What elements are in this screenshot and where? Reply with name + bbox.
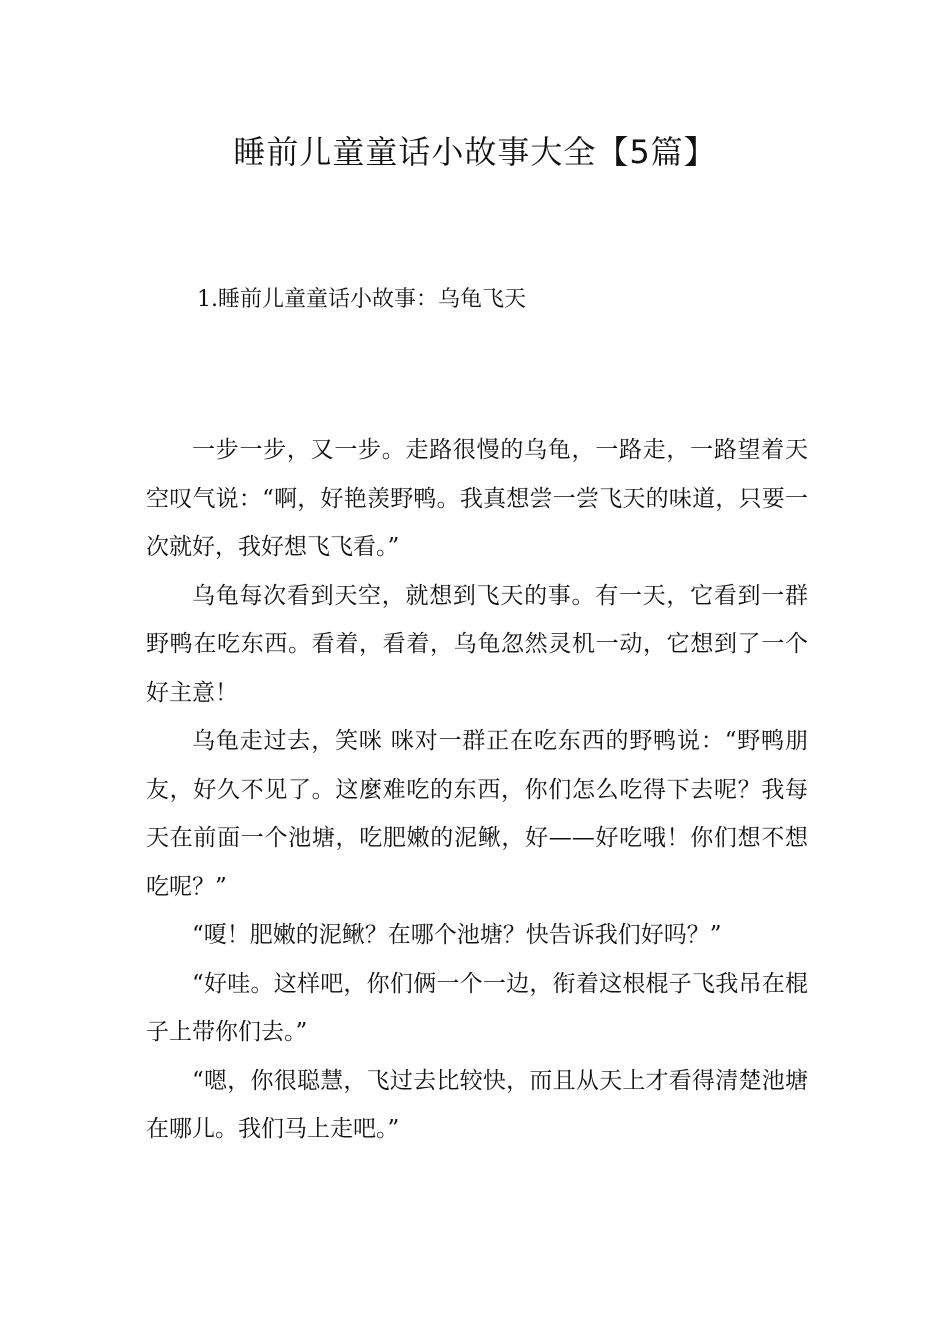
story-body [146,426,808,1154]
paragraph: 乌龟每次看到天空，就想到飞天的事。有一天，它看到一群野鸭在吃东西。看着，看着，乌龟忽然灵机一动，它想到了一个好主意！ [146,582,808,706]
document-title: 睡前儿童童话小故事大全【5篇】 [233,133,717,171]
paragraph: “嗄！肥嫩的泥鳅？在哪个池塘？快告诉我们好吗？” [192,922,722,948]
paragraph: 乌龟走过去，笑咪 咪对一群正在吃东西的野鸭说：“野鸭朋友，好久不见了。这麼难吃的东西，你们怎么吃得下去呢？我每天在前面一个池塘，吃肥嫩的泥鳅，好——好吃哦！你们想不想吃呢？” [146,728,808,900]
paragraph: “嗯，你很聪慧，飞过去比较快，而且从天上才看得清楚池塘在哪儿。我们马上走吧。” [146,1067,808,1142]
paragraph: “好哇。这样吧，你们俩一个一边，衔着这根棍子飞我吊在棍子上带你们去。” [146,970,808,1045]
paragraph: 一步一步，又一步。走路很慢的乌龟，一路走，一路望着天空叹气说：“啊，好艳羡野鸭。我真想尝一尝飞天的味道，只要一次就好，我好想飞飞看。” [146,437,808,560]
section-heading: 1.睡前儿童童话小故事：乌龟飞天 [197,287,526,312]
